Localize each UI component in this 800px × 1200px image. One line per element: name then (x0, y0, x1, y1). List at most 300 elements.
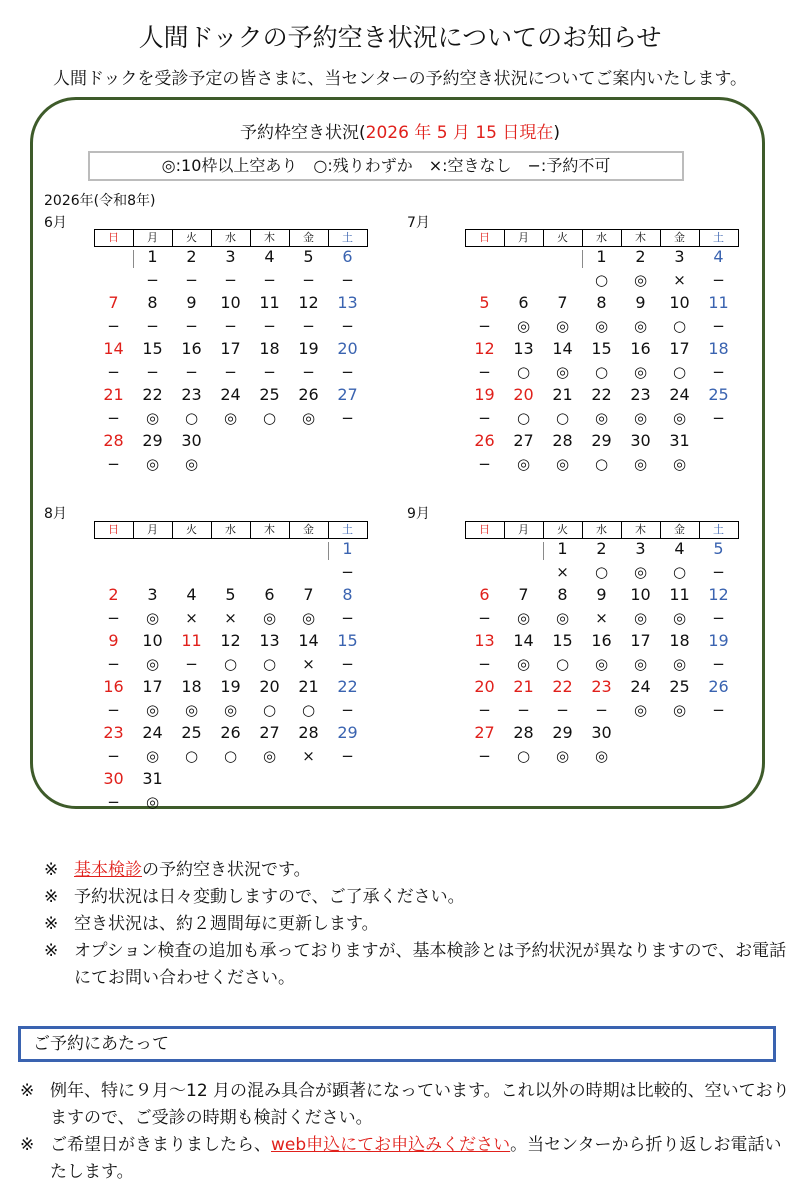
calendar-day: 2 (596, 539, 607, 558)
lead-text: 人間ドックを受診予定の皆さまに、当センターの予約空き状況についてご案内いたします。 (53, 69, 747, 89)
availability-mark: ◎ (672, 455, 687, 473)
availability-mark: − (478, 409, 491, 427)
availability-mark: − (341, 609, 354, 627)
availability-mark: ◎ (145, 409, 160, 427)
availability-mark: ◎ (555, 609, 570, 627)
availability-mark: × (185, 609, 198, 627)
availability-mark: ○ (516, 363, 531, 381)
weekday-cell: 日 (94, 229, 134, 246)
availability-mark: ◎ (633, 317, 648, 335)
calendar-day: 14 (552, 339, 573, 358)
calendar-day: 22 (552, 677, 573, 696)
weekday-cell: 金 (289, 521, 329, 538)
calendar-day: 16 (630, 339, 651, 358)
calendar-day: 21 (103, 385, 124, 404)
calendar-day: 19 (220, 677, 241, 696)
calendar-day: 24 (630, 677, 651, 696)
calendar-day: 29 (591, 431, 612, 450)
month-label: 7月 (407, 215, 430, 231)
calendar-day: 29 (552, 723, 573, 742)
weekday-cell: 月 (504, 521, 544, 538)
availability-mark: − (107, 701, 120, 719)
availability-mark: ◎ (223, 701, 238, 719)
calendar-day: 27 (337, 385, 358, 404)
calendar-day: 23 (630, 385, 651, 404)
availability-mark: − (478, 655, 491, 673)
availability-mark: − (712, 317, 725, 335)
reservation-note (20, 1078, 798, 1132)
weekday-cell: 金 (660, 229, 700, 246)
calendar-day: 6 (264, 585, 275, 604)
calendar-day: 13 (513, 339, 534, 358)
availability-mark: − (263, 271, 276, 289)
availability-mark: − (478, 609, 491, 627)
availability-mark: ◎ (516, 655, 531, 673)
calendar-day: 17 (630, 631, 651, 650)
availability-mark: × (673, 271, 686, 289)
availability-mark: − (478, 363, 491, 381)
weekday-cell: 水 (211, 521, 251, 538)
weekday-cell: 火 (543, 229, 583, 246)
calendar-day: 31 (669, 431, 690, 450)
note-text: ご希望日がきまりましたら、 (50, 1135, 271, 1155)
calendar-day: 25 (259, 385, 280, 404)
availability-mark: − (224, 363, 237, 381)
availability-mark: − (712, 701, 725, 719)
availability-mark: ◎ (594, 655, 609, 673)
calendar-day: 5 (303, 247, 314, 266)
note-marker: ※ (44, 914, 59, 934)
availability-mark: ○ (516, 409, 531, 427)
calendar-day: 28 (552, 431, 573, 450)
availability-mark: ◎ (184, 455, 199, 473)
calendar-day: 20 (513, 385, 534, 404)
weekday-cell: 土 (328, 229, 368, 246)
note-marker: ※ (20, 1081, 35, 1101)
availability-mark: − (712, 655, 725, 673)
calendar-day: 28 (298, 723, 319, 742)
calendar-day: 26 (298, 385, 319, 404)
calendar-day: 29 (142, 431, 163, 450)
calendar-day: 21 (552, 385, 573, 404)
calendar-day: 24 (669, 385, 690, 404)
availability-mark: ○ (672, 563, 687, 581)
note-text: 。当センターから折り返しお電話いたします。 (50, 1135, 782, 1182)
calendar-day: 12 (708, 585, 729, 604)
calendar-day: 19 (298, 339, 319, 358)
availability-mark: − (107, 793, 120, 811)
weekday-cell: 月 (133, 229, 173, 246)
availability-mark: − (146, 363, 159, 381)
availability-mark: × (595, 609, 608, 627)
calendar-day: 15 (591, 339, 612, 358)
weekday-cell: 木 (250, 521, 290, 538)
calendar-day: 27 (259, 723, 280, 742)
calendar-day: 11 (259, 293, 280, 312)
weekday-cell: 金 (289, 229, 329, 246)
availability-legend: ◎:10枠以上空あり ○:残りわずか ×:空きなし −:予約不可 (88, 151, 684, 181)
availability-mark: − (341, 271, 354, 289)
availability-mark: − (107, 609, 120, 627)
availability-mark: − (712, 271, 725, 289)
note-marker: ※ (44, 887, 59, 907)
calendar-day: 11 (708, 293, 729, 312)
availability-mark: − (185, 655, 198, 673)
availability-mark: ◎ (516, 317, 531, 335)
availability-mark: − (185, 363, 198, 381)
availability-mark: ◎ (672, 655, 687, 673)
availability-mark: ◎ (262, 747, 277, 765)
weekday-cell: 木 (250, 229, 290, 246)
calendar-day: 6 (518, 293, 529, 312)
note-marker: ※ (44, 941, 59, 961)
calendar-day: 7 (557, 293, 568, 312)
calendar-day: 26 (708, 677, 729, 696)
calendar-day: 25 (708, 385, 729, 404)
calendar-day: 2 (635, 247, 646, 266)
weekday-cell: 火 (172, 229, 212, 246)
calendar-day: 5 (479, 293, 490, 312)
availability-mark: − (107, 317, 120, 335)
availability-mark: − (478, 317, 491, 335)
availability-mark: ○ (672, 317, 687, 335)
calendar-day: 20 (337, 339, 358, 358)
calendar-day: 17 (220, 339, 241, 358)
calendar-day: 30 (181, 431, 202, 450)
weekday-cell: 日 (465, 229, 505, 246)
calendar-day: 21 (298, 677, 319, 696)
availability-mark: − (595, 701, 608, 719)
calendar-day: 4 (674, 539, 685, 558)
calendar-day: 7 (303, 585, 314, 604)
availability-mark: ◎ (516, 609, 531, 627)
calendar-day: 12 (474, 339, 495, 358)
availability-mark: − (302, 271, 315, 289)
reservation-heading: ご予約にあたって (18, 1026, 776, 1062)
calendar-day: 9 (108, 631, 119, 650)
note-marker: ※ (20, 1135, 35, 1155)
calendar-day: 18 (669, 631, 690, 650)
availability-mark: − (107, 363, 120, 381)
availability-mark: ◎ (672, 701, 687, 719)
calendar-day: 7 (108, 293, 119, 312)
note-text: の予約空き状況です。 (142, 860, 311, 880)
calendar-day: 6 (479, 585, 490, 604)
calendar-day: 17 (142, 677, 163, 696)
availability-mark: ◎ (184, 701, 199, 719)
availability-mark: ◎ (633, 563, 648, 581)
availability-mark: ◎ (633, 409, 648, 427)
calendar-day: 21 (513, 677, 534, 696)
availability-mark: ◎ (594, 409, 609, 427)
note-text: 予約状況は日々変動しますので、ご了承ください。 (74, 887, 465, 907)
availability-mark: − (341, 409, 354, 427)
availability-mark: − (712, 609, 725, 627)
weekday-cell: 水 (211, 229, 251, 246)
calendar-day: 13 (259, 631, 280, 650)
availability-mark: ○ (594, 363, 609, 381)
note-item (44, 911, 794, 938)
calendar-day: 29 (337, 723, 358, 742)
availability-mark: − (341, 655, 354, 673)
availability-mark: ◎ (555, 455, 570, 473)
availability-mark: ○ (516, 747, 531, 765)
calendar-day: 13 (337, 293, 358, 312)
availability-mark: ◎ (633, 655, 648, 673)
basic-checkup-link[interactable]: 基本検診 (74, 860, 142, 880)
calendar-day: 11 (181, 631, 202, 650)
availability-mark: − (224, 317, 237, 335)
calendar-day: 5 (713, 539, 724, 558)
availability-mark: ◎ (145, 747, 160, 765)
month-label: 8月 (44, 506, 67, 522)
availability-mark: ○ (672, 363, 687, 381)
availability-mark: − (341, 317, 354, 335)
availability-mark: − (341, 363, 354, 381)
availability-mark: ○ (262, 655, 277, 673)
weekday-cell: 土 (699, 229, 739, 246)
page-title: 人間ドックの予約空き状況についてのお知らせ (138, 23, 662, 52)
calendar-day: 25 (669, 677, 690, 696)
calendar-day: 18 (708, 339, 729, 358)
availability-mark: ○ (184, 409, 199, 427)
weekday-cell: 水 (582, 229, 622, 246)
calendar-day: 4 (186, 585, 197, 604)
weekday-cell: 日 (465, 521, 505, 538)
availability-mark: − (478, 701, 491, 719)
availability-mark: ◎ (301, 609, 316, 627)
availability-mark: ○ (223, 747, 238, 765)
calendar-day: 22 (591, 385, 612, 404)
calendar-day: 27 (513, 431, 534, 450)
web-application-link[interactable]: web申込にてお申込みください (271, 1135, 511, 1155)
note-text: オプション検査の追加も承っておりますが、基本検診とは予約状況が異なりますので、お電話にてお問い合わせください。 (74, 941, 787, 988)
availability-mark: ○ (594, 563, 609, 581)
calendar-day: 14 (103, 339, 124, 358)
reservation-note (20, 1132, 798, 1186)
availability-title-suffix: ) (553, 123, 560, 143)
calendar-day: 18 (259, 339, 280, 358)
availability-mark: − (302, 317, 315, 335)
calendar-day: 9 (635, 293, 646, 312)
calendar-day: 23 (103, 723, 124, 742)
availability-mark: ◎ (145, 655, 160, 673)
notes-list (44, 857, 794, 992)
calendar-day: 3 (147, 585, 158, 604)
availability-mark: − (224, 271, 237, 289)
calendar-day: 23 (591, 677, 612, 696)
availability-mark: ○ (262, 409, 277, 427)
calendar-day: 3 (674, 247, 685, 266)
availability-mark: ◎ (633, 455, 648, 473)
month-label: 6月 (44, 215, 67, 231)
availability-mark: − (712, 363, 725, 381)
calendar-day: 12 (220, 631, 241, 650)
calendar-day: 16 (181, 339, 202, 358)
availability-mark: ◎ (516, 455, 531, 473)
calendar-day: 1 (557, 539, 568, 558)
availability-mark: − (185, 317, 198, 335)
calendar-day: 10 (220, 293, 241, 312)
calendar-day: 8 (147, 293, 158, 312)
calendar-day: 20 (259, 677, 280, 696)
availability-title-prefix: 予約枠空き状況( (239, 123, 366, 143)
note-item (44, 884, 794, 911)
calendar-day: 11 (669, 585, 690, 604)
year-label: 2026年(令和8年) (44, 193, 156, 209)
availability-mark: × (224, 609, 237, 627)
availability-mark: − (341, 701, 354, 719)
calendar-day: 23 (181, 385, 202, 404)
calendar-day: 17 (669, 339, 690, 358)
note-item (44, 857, 794, 884)
weekday-cell: 水 (582, 521, 622, 538)
calendar-day: 8 (596, 293, 607, 312)
calendar-day: 18 (181, 677, 202, 696)
availability-mark: − (263, 317, 276, 335)
calendar-day: 14 (513, 631, 534, 650)
availability-mark: − (146, 317, 159, 335)
reservation-notes (20, 1078, 798, 1186)
availability-mark: − (185, 271, 198, 289)
calendar-day: 28 (103, 431, 124, 450)
availability-mark: ◎ (633, 609, 648, 627)
availability-mark: − (107, 409, 120, 427)
calendar-day: 1 (147, 247, 158, 266)
calendar-day: 24 (220, 385, 241, 404)
calendar-day: 8 (557, 585, 568, 604)
availability-mark: × (302, 747, 315, 765)
availability-date: 2026 年 5 月 15 日現在 (365, 123, 554, 143)
availability-mark: ◎ (223, 409, 238, 427)
calendar-day: 2 (108, 585, 119, 604)
calendar-day: 27 (474, 723, 495, 742)
calendar-day: 3 (635, 539, 646, 558)
calendar-day: 30 (630, 431, 651, 450)
calendar-day: 1 (596, 247, 607, 266)
calendar-day: 19 (708, 631, 729, 650)
calendar-day: 4 (264, 247, 275, 266)
calendar-day: 31 (142, 769, 163, 788)
availability-mark: − (146, 271, 159, 289)
availability-mark: ◎ (145, 609, 160, 627)
availability-mark: ◎ (145, 701, 160, 719)
calendar-day: 5 (225, 585, 236, 604)
calendar-day: 30 (591, 723, 612, 742)
availability-mark: − (478, 747, 491, 765)
calendar-day: 30 (103, 769, 124, 788)
availability-mark: − (107, 455, 120, 473)
availability-mark: ○ (262, 701, 277, 719)
calendar-day: 10 (669, 293, 690, 312)
availability-mark: ◎ (594, 747, 609, 765)
availability-mark: − (341, 563, 354, 581)
weekday-cell: 日 (94, 521, 134, 538)
availability-mark: ◎ (672, 609, 687, 627)
calendar-day: 10 (142, 631, 163, 650)
availability-mark: − (107, 747, 120, 765)
availability-mark: ◎ (145, 793, 160, 811)
calendar-day: 22 (142, 385, 163, 404)
weekday-cell: 月 (504, 229, 544, 246)
weekday-cell: 土 (699, 521, 739, 538)
calendar-day: 20 (474, 677, 495, 696)
calendar-day: 13 (474, 631, 495, 650)
availability-mark: × (556, 563, 569, 581)
calendar-day: 10 (630, 585, 651, 604)
weekday-cell: 金 (660, 521, 700, 538)
calendar-day: 19 (474, 385, 495, 404)
availability-mark: ◎ (301, 409, 316, 427)
availability-mark: ○ (594, 271, 609, 289)
calendar-day: 9 (596, 585, 607, 604)
weekday-cell: 火 (172, 521, 212, 538)
availability-mark: − (556, 701, 569, 719)
weekday-cell: 火 (543, 521, 583, 538)
calendar-day: 15 (142, 339, 163, 358)
availability-mark: × (302, 655, 315, 673)
availability-mark: ◎ (555, 747, 570, 765)
calendar-day: 25 (181, 723, 202, 742)
calendar-day: 1 (342, 539, 353, 558)
availability-mark: ○ (223, 655, 238, 673)
availability-mark: − (712, 409, 725, 427)
weekday-cell: 月 (133, 521, 173, 538)
calendar-day: 3 (225, 247, 236, 266)
weekday-cell: 木 (621, 521, 661, 538)
calendar-day: 24 (142, 723, 163, 742)
availability-mark: ◎ (555, 317, 570, 335)
availability-mark: − (341, 747, 354, 765)
availability-mark: ◎ (594, 317, 609, 335)
note-text: 例年、特に９月～12 月の混み具合が顕著になっています。これ以外の時期は比較的、空いておりますので、ご受診の時期も検討ください。 (50, 1081, 790, 1128)
month-label: 9月 (407, 506, 430, 522)
availability-mark: ◎ (633, 701, 648, 719)
calendar-day: 7 (518, 585, 529, 604)
note-text: 空き状況は、約２週間毎に更新します。 (74, 914, 379, 934)
availability-mark: ○ (301, 701, 316, 719)
availability-title (0, 118, 800, 143)
calendar-day: 12 (298, 293, 319, 312)
calendar-day: 22 (337, 677, 358, 696)
calendar-day: 26 (220, 723, 241, 742)
availability-mark: ○ (555, 409, 570, 427)
calendar-day: 28 (513, 723, 534, 742)
availability-mark: ○ (594, 455, 609, 473)
availability-mark: − (712, 563, 725, 581)
availability-mark: − (517, 701, 530, 719)
calendar-day: 14 (298, 631, 319, 650)
calendar-day: 15 (337, 631, 358, 650)
availability-mark: − (107, 655, 120, 673)
availability-mark: ◎ (555, 363, 570, 381)
note-item (44, 938, 794, 992)
availability-mark: ◎ (262, 609, 277, 627)
availability-mark: − (302, 363, 315, 381)
availability-mark: ○ (184, 747, 199, 765)
availability-mark: ○ (555, 655, 570, 673)
availability-mark: ◎ (672, 409, 687, 427)
availability-mark: − (478, 455, 491, 473)
availability-mark: ◎ (633, 271, 648, 289)
calendar-day: 15 (552, 631, 573, 650)
calendar-day: 2 (186, 247, 197, 266)
availability-mark: − (263, 363, 276, 381)
calendar-day: 6 (342, 247, 353, 266)
calendar-day: 9 (186, 293, 197, 312)
availability-mark: ◎ (633, 363, 648, 381)
weekday-cell: 木 (621, 229, 661, 246)
